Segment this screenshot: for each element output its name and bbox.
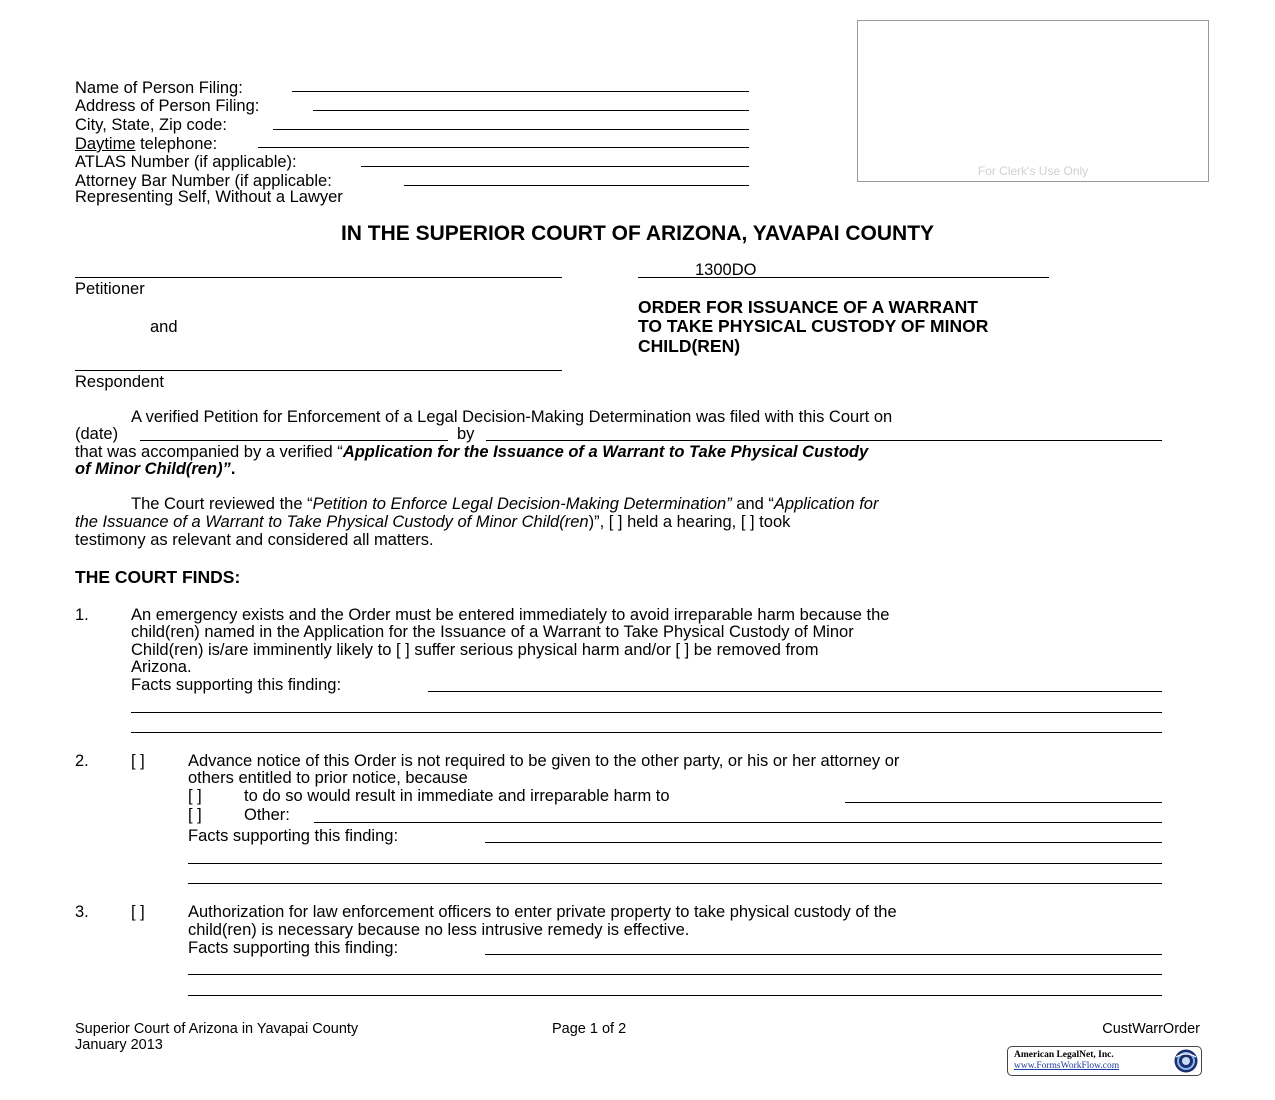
date-label: (date) bbox=[75, 425, 119, 443]
finding-2-option-2-text: Other: bbox=[244, 806, 290, 824]
order-title-line-1: ORDER FOR ISSUANCE OF A WARRANT bbox=[638, 297, 978, 317]
para2-l1-italic-1: Petition to Enforce Legal Decision-Making Determination” bbox=[312, 495, 732, 513]
representing-self-text: Representing Self, Without a Lawyer bbox=[75, 188, 343, 206]
bar-number-field[interactable] bbox=[404, 185, 749, 186]
finding-2-facts-field-2[interactable] bbox=[188, 863, 1162, 864]
finding-1-line-3: Child(ren) is/are imminently likely to [ ] suffer serious physical harm and/or [ ] be removed from bbox=[131, 641, 819, 659]
para2-l1-a: The Court reviewed the “ bbox=[131, 495, 313, 513]
petitioner-field[interactable] bbox=[75, 277, 562, 278]
para2-line-1 bbox=[131, 495, 878, 513]
court-finds-heading: THE COURT FINDS: bbox=[75, 567, 241, 587]
telephone-field[interactable] bbox=[258, 147, 749, 148]
footer-date: January 2013 bbox=[75, 1037, 163, 1053]
para2-line-3: testimony as relevant and considered all matters. bbox=[75, 531, 434, 549]
city-state-zip-label: City, State, Zip code: bbox=[75, 116, 227, 134]
address-label: Address of Person Filing: bbox=[75, 97, 260, 115]
by-field[interactable] bbox=[486, 440, 1162, 441]
address-field[interactable] bbox=[313, 110, 749, 111]
finding-1-line-1: An emergency exists and the Order must be entered immediately to avoid irreparable harm because the bbox=[131, 606, 890, 624]
footer-page: Page 1 of 2 bbox=[552, 1021, 627, 1037]
finding-1-line-2: child(ren) named in the Application for the Issuance of a Warrant to Take Physical Custody of Minor bbox=[131, 623, 854, 641]
logo-company-name: American LegalNet, Inc. bbox=[1014, 1050, 1114, 1060]
finding-2-facts-field-1[interactable] bbox=[485, 842, 1162, 843]
para2-l1-italic-2: Application for bbox=[773, 495, 879, 513]
finding-3-facts-field-2[interactable] bbox=[188, 974, 1162, 975]
case-number-field[interactable] bbox=[638, 277, 1049, 278]
bar-number-label: Attorney Bar Number (if applicable: bbox=[75, 172, 332, 190]
american-legalnet-logo[interactable] bbox=[1007, 1046, 1202, 1076]
para1-line-3 bbox=[75, 443, 868, 461]
finding-1-line-4: Arizona. bbox=[131, 658, 192, 676]
atlas-number-field[interactable] bbox=[361, 166, 749, 167]
finding-3-line-2: child(ren) is necessary because no less intrusive remedy is effective. bbox=[188, 921, 690, 939]
finding-2-number: 2. bbox=[75, 752, 89, 770]
finding-1-facts-label: Facts supporting this finding: bbox=[131, 676, 342, 694]
finding-2-facts-field-3[interactable] bbox=[188, 883, 1162, 884]
clerk-use-label: For Clerk's Use Only bbox=[977, 164, 1089, 178]
telephone-label bbox=[75, 135, 217, 153]
atlas-number-label: ATLAS Number (if applicable): bbox=[75, 153, 297, 171]
application-title-part-1: Application for the Issuance of a Warrant to Take Physical Custody bbox=[342, 443, 869, 461]
finding-1-facts-field-2[interactable] bbox=[131, 712, 1162, 713]
para1-line-3-pre: that was accompanied by a verified “ bbox=[75, 443, 343, 461]
city-state-zip-field[interactable] bbox=[273, 129, 749, 130]
finding-3-facts-field-3[interactable] bbox=[188, 995, 1162, 996]
finding-3-facts-label: Facts supporting this finding: bbox=[188, 939, 399, 957]
finding-2-line-1: Advance notice of this Order is not required to be given to the other party, or his or her attorney or bbox=[188, 752, 900, 770]
finding-2-line-2: others entitled to prior notice, because bbox=[188, 769, 468, 787]
globe-icon bbox=[1173, 1048, 1199, 1074]
and-label: and bbox=[150, 318, 178, 336]
finding-3-checkbox[interactable]: [ ] bbox=[131, 903, 145, 921]
case-number: 1300DO bbox=[695, 261, 757, 279]
finding-2-option-2-checkbox[interactable]: [ ] bbox=[188, 806, 202, 824]
finding-2-option-1-text: to do so would result in immediate and irreparable harm to bbox=[244, 787, 670, 805]
by-label: by bbox=[457, 425, 475, 443]
para1-line-4 bbox=[75, 460, 235, 478]
petitioner-label: Petitioner bbox=[75, 280, 145, 298]
clerk-use-box bbox=[857, 20, 1209, 182]
finding-1-facts-field-1[interactable] bbox=[428, 691, 1162, 692]
order-title-line-3: CHILD(REN) bbox=[638, 336, 741, 356]
finding-3-facts-field-1[interactable] bbox=[485, 954, 1162, 955]
footer-court: Superior Court of Arizona in Yavapai County bbox=[75, 1021, 359, 1037]
footer-form-id: CustWarrOrder bbox=[1102, 1021, 1200, 1037]
para2-line-2 bbox=[75, 513, 790, 531]
finding-2-harm-field[interactable] bbox=[845, 802, 1162, 803]
logo-url[interactable]: www.FormsWorkFlow.com bbox=[1014, 1061, 1120, 1071]
finding-3-line-1: Authorization for law enforcement officers to enter private property to take physical custody of the bbox=[188, 903, 897, 921]
finding-1-facts-field-3[interactable] bbox=[131, 732, 1162, 733]
application-title-part-2: of Minor Child(ren)” bbox=[75, 460, 231, 478]
name-of-person-filing-field[interactable] bbox=[292, 91, 749, 92]
finding-2-other-field[interactable] bbox=[314, 822, 1162, 823]
para2-l1-b: and “ bbox=[731, 495, 774, 513]
finding-2-option-1-checkbox[interactable]: [ ] bbox=[188, 787, 202, 805]
finding-2-checkbox[interactable]: [ ] bbox=[131, 752, 145, 770]
order-title-line-2: TO TAKE PHYSICAL CUSTODY OF MINOR bbox=[638, 316, 989, 336]
para1-line-1: A verified Petition for Enforcement of a Legal Decision-Making Determination was filed with this Court on bbox=[131, 408, 893, 426]
date-field[interactable] bbox=[140, 440, 448, 441]
para2-l2-rest: )”, [ ] held a hearing, [ ] took bbox=[588, 513, 791, 531]
finding-3-number: 3. bbox=[75, 903, 89, 921]
respondent-field[interactable] bbox=[75, 370, 562, 371]
respondent-label: Respondent bbox=[75, 373, 164, 391]
finding-2-facts-label: Facts supporting this finding: bbox=[188, 827, 399, 845]
name-of-person-filing-label: Name of Person Filing: bbox=[75, 79, 243, 97]
court-title: IN THE SUPERIOR COURT OF ARIZONA, YAVAPAI COUNTY bbox=[340, 222, 935, 245]
para1-period: . bbox=[230, 460, 236, 478]
finding-1-number: 1. bbox=[75, 606, 89, 624]
para2-l2-italic: the Issuance of a Warrant to Take Physical Custody of Minor Child(ren bbox=[75, 513, 589, 531]
daytime-word: Daytime bbox=[75, 135, 136, 153]
telephone-word: telephone: bbox=[135, 135, 218, 153]
